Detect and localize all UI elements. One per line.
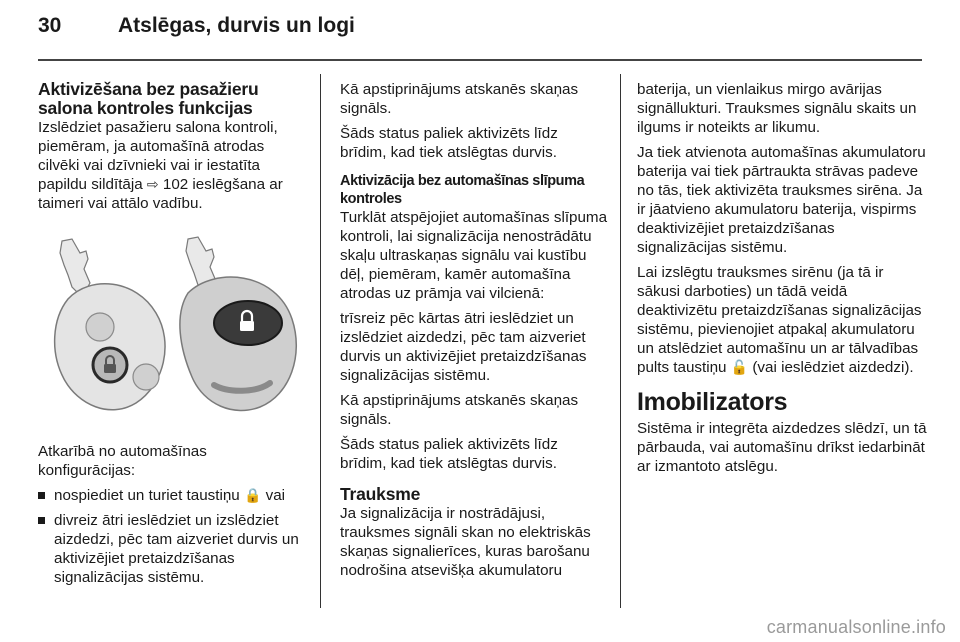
- column-divider-2: [620, 74, 621, 608]
- bullet-marker: [38, 492, 45, 499]
- left-fob-button-top: [86, 313, 114, 341]
- paragraph: [637, 263, 927, 377]
- paragraph: trīsreiz pēc kārtas ātri ieslēdziet un izslēdziet aizdedzi, pēc tam aizveriet durvis un aktivizējiet pretaizdzīšanas signalizācijas sistēmu.: [340, 310, 587, 384]
- paragraph-text: (vai ieslēdziet aizdedzi).: [748, 359, 914, 376]
- paragraph: Šāds status paliek aktivizēts līdz brīdim, kad tiek atslēgtas durvis.: [340, 436, 558, 472]
- paragraph: Turklāt atspējojiet automašīnas slīpuma kontroli, lai signalizācija nenostrādātu skaļu ultraskaņas signālu vai kustību dēļ, piemēram, kamēr automašīna atrodas uz prāmja vai vilcienā:: [340, 209, 608, 302]
- paragraph-text: Lai izslēgtu trauksmes sirēnu (ja tā ir sākusi darboties) un tādā veidā deaktivizētu pretaizdzīšanas signalizācijas sistēmu, pievienojiet atpakaļ akumulatoru un atslēdziet automašīnu un ar tālvadības pults taustiņu: [637, 264, 922, 376]
- page-number: 30: [38, 14, 62, 37]
- list-item: [38, 486, 300, 505]
- paragraph: Kā apstiprinājums atskanēs skaņas signāls.: [340, 81, 579, 117]
- lock-open-icon: 🔓: [730, 359, 749, 375]
- paragraph: [38, 118, 300, 213]
- watermark: carmanualsonline.info: [766, 617, 946, 637]
- bullet-list: [38, 486, 300, 587]
- page-header: [0, 0, 960, 62]
- paragraph: Sistēma ir integrēta aizdedzes slēdzī, un tā pārbauda, vai automašīnu drīkst iedarbināt ar izmantoto atslēgu.: [637, 420, 927, 475]
- left-fob-button-trunk: [133, 364, 159, 390]
- paragraph: Ja signalizācija ir nostrādājusi, trauksmes signāli skan no elektriskās skaņas signalierīces, kuras barošanu nodrošina atsevišķa akumulatoru: [340, 505, 591, 579]
- paragraph-text: 102 ieslēgšana ar taimeri vai attālo vadību.: [38, 176, 283, 212]
- bullet-marker: [38, 517, 45, 524]
- lock-closed-icon: 🔒: [243, 487, 262, 503]
- paragraph: baterija, un vienlaikus mirgo avārijas signāllukturi. Trauksmes signālu skaits un ilgums ir noteikts ar likumu.: [637, 81, 917, 136]
- paragraph: Kā apstiprinājums atskanēs skaņas signāls.: [340, 392, 579, 428]
- paragraph: Šāds status paliek aktivizēts līdz brīdim, kad tiek atslēgtas durvis.: [340, 125, 558, 161]
- paragraph-text: Izslēdziet pasažieru salona kontroli, piemēram, ja automašīnā atrodas cilvēki vai dzīvnieki vai ir iestatīta papildu sildītāja: [38, 119, 278, 193]
- list-item: [38, 511, 300, 587]
- list-item-text: nospiediet un turiet taustiņu: [54, 487, 244, 504]
- header-rule: [38, 59, 922, 61]
- column-3: [637, 80, 927, 482]
- section-heading-activation: Aktivizēšana bez pasažieru salona kontroles funkcijas: [38, 79, 259, 118]
- paragraph: Ja tiek atvienota automašīnas akumulatoru baterija vai tiek pārtraukta strāvas padeve no tās, tiek aktivizēta trauksmes sirēna. Ja ir jāatvieno akumulatoru baterija, vispirms deaktivizējiet pretaizdzīšanas signalizācijas sistēmu.: [637, 144, 926, 256]
- column-divider-1: [320, 74, 321, 608]
- paragraph: Atkarībā no automašīnas konfigurācijas:: [38, 443, 207, 479]
- section-heading-immobilizer: Imobilizators: [637, 388, 788, 416]
- section-heading-alarm: Trauksme: [340, 484, 421, 504]
- list-item-text: divreiz ātri ieslēdziet un izslēdziet aizdedzi, pēc tam aizveriet durvis un aktivizējiet pretaizdzīšanas signalizācijas sistēmu.: [54, 512, 299, 586]
- list-item-text: vai: [261, 487, 286, 504]
- key-fobs-illustration: [38, 235, 300, 415]
- subheading-tilt: Aktivizācija bez automašīnas slīpuma kontroles: [340, 173, 585, 207]
- arrow-reference-icon: ⇨: [146, 176, 159, 192]
- running-title: Atslēgas, durvis un logi: [118, 14, 355, 37]
- column-2: [340, 80, 608, 586]
- column-1: [38, 80, 300, 593]
